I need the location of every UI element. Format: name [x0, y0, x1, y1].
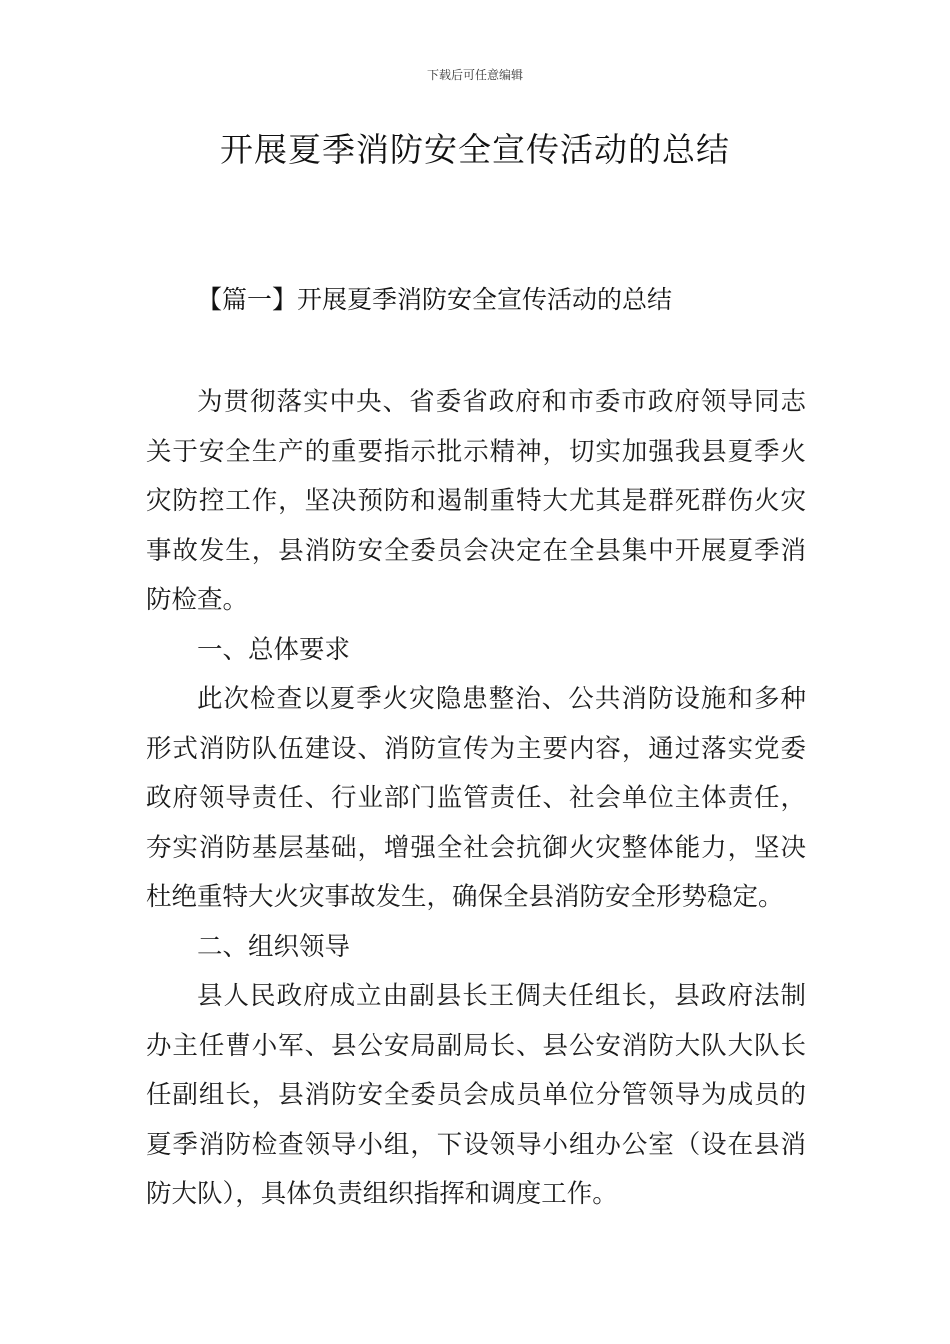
paragraph-leadership: 县人民政府成立由副县长王倜夫任组长，县政府法制办主任曹小军、县公安局副局长、县公安消防大队大队长任副组长，县消防安全委员会成员单位分管领导为成员的夏季消防检查领导小组，下设领导小组办公室（设在县消防大队），具体负责组织指挥和调度工作。: [146, 981, 806, 1209]
paragraph-requirements: 此次检查以夏季火灾隐患整治、公共消防设施和多种形式消防队伍建设、消防宣传为主要内容，通过落实党委政府领导责任、行业部门监管责任、社会单位主体责任，夯实消防基层基础，增强全社会抗御火灾整体能力，坚决杜绝重特大火灾事故发生，确保全县消防安全形势稳定。: [146, 684, 806, 912]
document-subtitle: 【篇一】开展夏季消防安全宣传活动的总结: [197, 285, 673, 314]
section-heading-leadership: 二、组织领导: [197, 931, 351, 962]
paragraph-intro: 为贯彻落实中央、省委省政府和市委市政府领导同志关于安全生产的重要指示批示精神，切实加强我县夏季火灾防控工作，坚决预防和遏制重特大尤其是群死群伤火灾事故发生，县消防安全委员会决定在全县集中开展夏季消防检查。: [146, 387, 806, 615]
section-heading-requirements: 一、总体要求: [197, 634, 351, 665]
document-title: 开展夏季消防安全宣传活动的总结: [220, 130, 730, 169]
document-body: [146, 378, 806, 1220]
header-note: 下载后可任意编辑: [426, 68, 523, 82]
